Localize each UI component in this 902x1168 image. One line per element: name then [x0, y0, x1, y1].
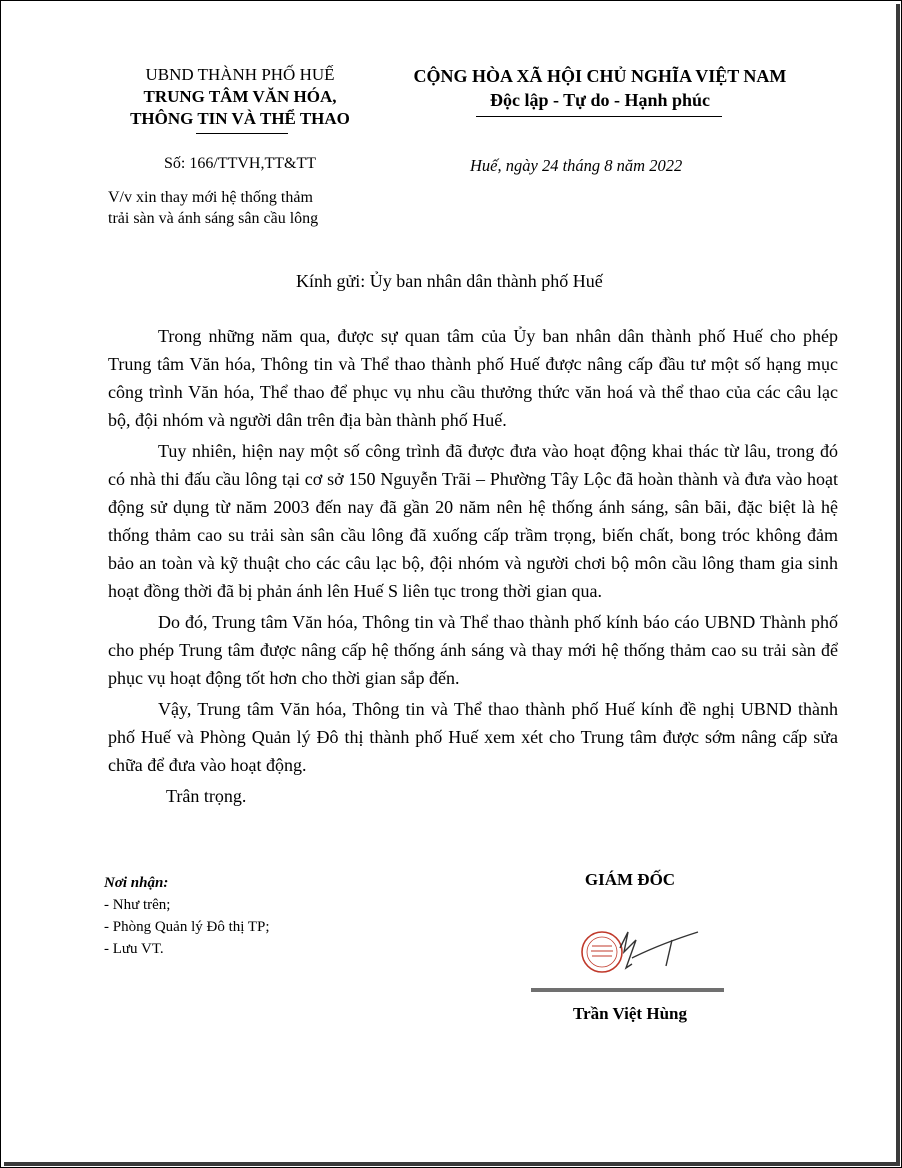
- document-number: Số: 166/TTVH,TT&TT: [164, 155, 316, 172]
- distribution-item: - Lưu VT.: [104, 941, 164, 957]
- letter-body: [108, 322, 838, 813]
- sign-off: Trân trọng.: [166, 786, 247, 806]
- motto-underline: [476, 116, 722, 117]
- signature-and-stamp: [580, 918, 710, 983]
- agency-name-line1: TRUNG TÂM VĂN HÓA,: [143, 87, 337, 106]
- body-paragraph: Do đó, Trung tâm Văn hóa, Thông tin và Thể thao thành phố kính báo cáo UBND Thành phố cho phép Trung tâm được nâng cấp hệ thống ánh sáng và thay mới hệ thống thảm cao su trải sàn để phục vụ hoạt động tốt hơn cho thời gian sắp đến.: [108, 612, 838, 688]
- signer-position: GIÁM ĐỐC: [584, 870, 676, 889]
- stamp-icon: [580, 918, 710, 983]
- subject-line2: trải sàn và ánh sáng sân cầu lông: [108, 210, 319, 227]
- national-motto: Độc lập - Tự do - Hạnh phúc: [489, 90, 711, 110]
- document-date: Huế, ngày 24 tháng 8 năm 2022: [470, 156, 683, 175]
- agency-parent: UBND THÀNH PHỐ HUẾ: [145, 65, 335, 84]
- recipient-line: Kính gửi: Ủy ban nhân dân thành phố Huế: [296, 271, 603, 291]
- national-title: CỘNG HÒA XÃ HỘI CHỦ NGHĨA VIỆT NAM: [413, 66, 787, 86]
- body-paragraph: Tuy nhiên, hiện nay một số công trình đã được đưa vào hoạt động khai thác từ lâu, trong đó có nhà thi đấu cầu lông tại cơ sở 150 Nguyễn Trãi – Phường Tây Lộc đã hoàn thành và đưa vào hoạt động sử dụng từ năm 2003 đến nay đã gần 20 năm nên hệ thống ánh sáng, sân bãi, đặc biệt là hệ thống thảm cao su trải sàn sân cầu lông đã xuống cấp trầm trọng, biến chất, bong tróc không đảm bảo an toàn và kỹ thuật cho các câu lạc bộ, đội nhóm và người chơi bộ môn cầu lông tham gia sinh hoạt đồng thời đã bị phản ánh lên Huế S liên tục trong thời gian qua.: [108, 441, 838, 601]
- subject-line1: V/v xin thay mới hệ thống thảm: [108, 189, 313, 206]
- distribution-list: [104, 872, 270, 960]
- agency-name-line2: THÔNG TIN VÀ THỂ THAO: [130, 109, 350, 128]
- distribution-title: Nơi nhận:: [104, 875, 169, 891]
- body-paragraph: Trong những năm qua, được sự quan tâm của Ủy ban nhân dân thành phố Huế cho phép Trung tâm Văn hóa, Thông tin và Thể thao thành phố Huế được nâng cấp đầu tư một số hạng mục công trình Văn hóa, Thể thao để phục vụ nhu cầu thưởng thức văn hoá và thể thao của các câu lạc bộ, đội nhóm và người dân trên địa bàn thành phố Huế.: [108, 326, 838, 430]
- page-shadow-bottom: [4, 1162, 900, 1166]
- distribution-item: - Như trên;: [104, 897, 171, 913]
- agency-header: [100, 64, 380, 130]
- page-shadow-right: [896, 4, 900, 1166]
- body-paragraph: Vậy, Trung tâm Văn hóa, Thông tin và Thể thao thành phố Huế kính đề nghị UBND thành phố Huế và Phòng Quản lý Đô thị thành phố Huế xem xét cho Trung tâm được sớm nâng cấp sửa chữa để đưa vào hoạt động.: [108, 699, 838, 775]
- signature-rule: [531, 988, 724, 992]
- national-header: [380, 64, 820, 112]
- agency-underline: [196, 133, 288, 134]
- document-subject: [108, 187, 318, 229]
- distribution-item: - Phòng Quản lý Đô thị TP;: [104, 919, 270, 935]
- signer-name: Trần Việt Hùng: [573, 1004, 687, 1023]
